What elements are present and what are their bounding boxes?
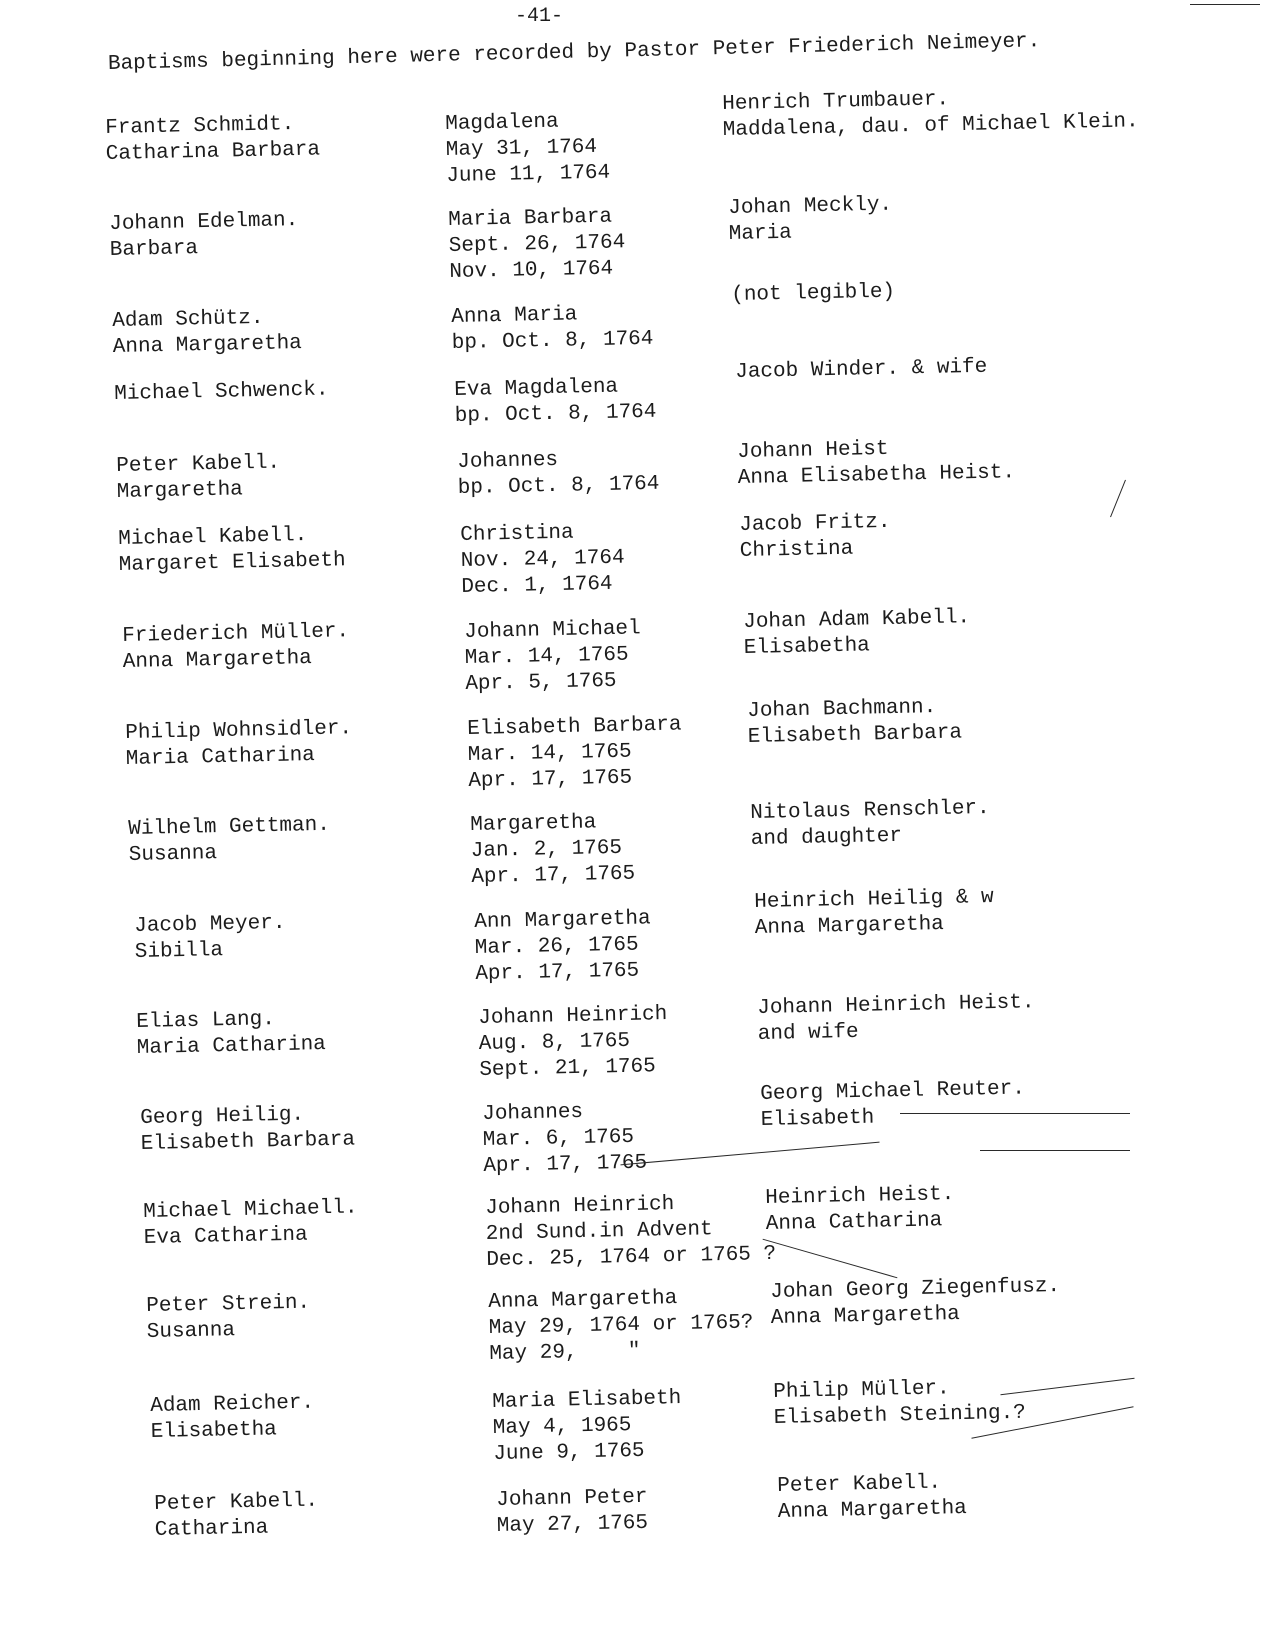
record-line: Anna Margaretha [754,913,945,940]
record-line: bp. Oct. 8, 1764 [454,400,657,428]
record-child [496,1485,648,1540]
record-line: Adam Schütz. [112,306,264,333]
record-line: Johan Meckly. [728,193,893,220]
record-line: Anna Margaretha [770,1303,961,1330]
record-child [454,374,657,430]
record-line: June 11, 1764 [446,161,611,188]
record-line: Johan Adam Kabell. [743,606,971,634]
record-sponsors [754,885,994,942]
record-parents [109,208,299,264]
record-line: Maddalena, dau. of Michael Klein. [722,110,1139,142]
record-parents [118,522,346,579]
page-number: -41- [515,5,564,28]
record-line: Friederich Müller. [122,620,350,648]
record-line: Heinrich Heist. [765,1183,955,1210]
record-line: Nov. 24, 1764 [460,546,625,573]
record-line: Susanna [146,1319,236,1344]
record-line: Jan. 2, 1765 [470,836,623,863]
page-heading: Baptisms beginning here were recorded by Pastor Peter Friederich Neimeyer. [107,30,1041,76]
record-sponsors [722,83,1139,144]
record-child [478,1002,669,1084]
record-line: Michael Schwenck. [114,378,329,406]
record-line: May 27, 1765 [496,1511,649,1538]
record-line: Johan Bachmann. [747,696,937,723]
record-child [467,713,683,795]
record-line: Anna Margaretha [112,332,303,359]
record-line: Catharina [154,1516,269,1542]
record-line: Georg Michael Reuter. [760,1077,1026,1106]
record-line: Eva Magdalena [454,375,619,402]
record-line: and daughter [750,824,903,851]
record-line: Johann Heist [737,437,889,464]
record-line: Apr. 17, 1765 [475,959,640,986]
record-parents [125,716,353,773]
record-line: Nov. 10, 1764 [449,257,614,284]
record-line: Anna Elisabetha Heist. [737,461,1016,490]
record-line: Susanna [128,842,218,867]
record-line: May 29, 1764 or 1765? [488,1311,754,1340]
record-line: Philip Wohnsidler. [125,717,353,745]
record-line: Maria Elisabeth [492,1387,682,1414]
record-line: Michael Michaell. [143,1196,358,1224]
record-line: Apr. 17, 1765 [471,862,636,889]
record-line: Apr. 5, 1765 [465,669,617,696]
record-child [445,109,610,190]
record-line: Johann Heinrich Heist. [757,991,1035,1020]
record-sponsors [743,605,971,662]
record-line: May 29, " [489,1339,641,1366]
record-line: Elisabeth Barbara [747,721,963,749]
record-sponsors [760,1076,1026,1134]
record-sponsors [737,434,1015,492]
record-sponsors [747,695,962,751]
record-line: Jacob Meyer. [134,911,286,938]
record-line: Maria Catharina [136,1033,327,1060]
record-child [460,520,625,601]
record-line: Johann Michael [464,617,641,644]
record-line: Elisabetha [743,634,871,660]
record-parents [140,1102,355,1158]
record-line: Anna Margaretha [122,647,313,674]
record-line: Elisabetha [150,1418,278,1444]
record-line: Margaretha [470,811,597,837]
record-line: Maria Catharina [125,744,316,771]
record-line: Anna Maria [451,303,578,329]
record-parents [112,305,302,361]
record-line: Michael Kabell. [118,524,308,551]
record-line: Dec. 25, 1764 or 1765 ? [486,1242,777,1272]
record-sponsors [739,510,891,565]
record-line: Dec. 1, 1764 [461,572,613,599]
record-line: Anna Margaretha [777,1497,968,1524]
record-parents [154,1489,319,1544]
record-line: May 31, 1764 [445,135,598,162]
record-parents [150,1391,315,1446]
record-line: Johannes [457,448,559,474]
record-line: Barbara [109,237,199,262]
record-line: Adam Reicher. [150,1391,315,1418]
record-line: Johann Edelman. [109,209,299,236]
record-line: Anna Catharina [765,1209,943,1236]
record-line: Heinrich Heilig & w [754,885,994,914]
record-line: Johan Georg Ziegenfusz. [770,1274,1061,1304]
record-line: Anna Margaretha [488,1287,678,1314]
record-sponsors [735,355,988,386]
record-child [470,810,635,891]
record-line: June 9, 1765 [493,1439,645,1466]
record-line: Elisabeth Barbara [140,1128,356,1156]
record-line: and wife [757,1020,859,1046]
record-child [457,446,660,502]
record-line: Margaretha [116,478,244,504]
record-sponsors [750,796,990,853]
record-child [451,301,654,357]
record-parents [116,451,281,506]
record-line: (not legible) [731,280,896,307]
pen-stroke [900,1113,1130,1114]
record-parents [146,1291,311,1346]
record-child [485,1190,776,1274]
record-sponsors [731,280,895,309]
record-line: Christina [460,521,574,547]
pen-stroke [1190,4,1260,5]
record-line: Catharina Barbara [105,138,321,166]
record-line: Maria Barbara [448,205,613,232]
record-line: Apr. 17, 1765 [468,766,633,793]
record-child [448,204,626,286]
record-line: Elias Lang. [136,1008,276,1034]
record-sponsors [777,1470,967,1526]
record-sponsors [773,1375,1026,1432]
record-line: Peter Kabell. [777,1471,942,1498]
record-parents [128,813,331,869]
record-child [464,616,642,698]
record-parents [114,378,329,408]
record-line: Elisabeth [760,1106,875,1132]
record-child [474,906,652,988]
record-line: Jacob Fritz. [739,510,891,537]
record-line: Sept. 26, 1764 [448,231,626,258]
record-line: Sept. 21, 1765 [479,1055,656,1082]
record-sponsors [728,193,893,248]
record-line: Magdalena [445,110,559,136]
record-line: Peter Kabell. [154,1489,319,1516]
record-line: Wilhelm Gettman. [128,813,331,841]
record-line: Peter Strein. [146,1291,311,1318]
record-line: Peter Kabell. [116,451,281,478]
record-line: Maria [728,221,793,246]
record-line: Mar. 14, 1765 [464,643,629,670]
record-child [488,1284,754,1368]
record-line: Frantz Schmidt. [105,113,295,140]
record-line: Jacob Winder. & wife [735,355,988,384]
record-line: Nitolaus Renschler. [750,796,990,825]
record-line: bp. Oct. 8, 1764 [457,472,660,500]
record-sponsors [770,1274,1061,1332]
record-line: Philip Müller. [773,1377,950,1404]
record-line: Mar. 6, 1765 [482,1125,635,1152]
record-sponsors [757,990,1035,1048]
record-line: Johann Heinrich [485,1193,675,1220]
record-line: Elisabeth Barbara [467,713,682,741]
record-parents [136,1006,326,1062]
record-parents [105,112,320,168]
record-line: Margaret Elisabeth [118,549,346,577]
record-line: Apr. 17, 1765 [483,1151,648,1178]
record-line: Johann Peter [496,1485,648,1512]
record-line: Mar. 14, 1765 [467,740,632,767]
record-line: Elisabeth Steining.? [773,1401,1027,1430]
record-sponsors [765,1182,955,1238]
record-child [492,1386,683,1468]
record-parents [134,911,286,966]
record-line: bp. Oct. 8, 1764 [451,327,654,355]
record-line: May 4, 1965 [492,1414,632,1440]
record-line: 2nd Sund.in Advent [485,1218,713,1246]
record-line: Johannes [482,1100,584,1126]
record-line: Ann Margaretha [474,907,651,934]
record-line: Georg Heilig. [140,1103,305,1130]
record-line: Henrich Trumbauer. [722,88,950,116]
record-line: Eva Catharina [143,1223,308,1250]
record-parents [143,1196,358,1252]
record-line: Mar. 26, 1765 [474,933,639,960]
record-line: Christina [739,537,854,563]
record-line: Johann Heinrich [478,1003,668,1030]
record-line: Aug. 8, 1765 [478,1029,631,1056]
record-line: Sibilla [134,939,224,964]
pen-stroke [980,1150,1130,1151]
record-child [482,1099,647,1180]
record-parents [122,619,350,676]
